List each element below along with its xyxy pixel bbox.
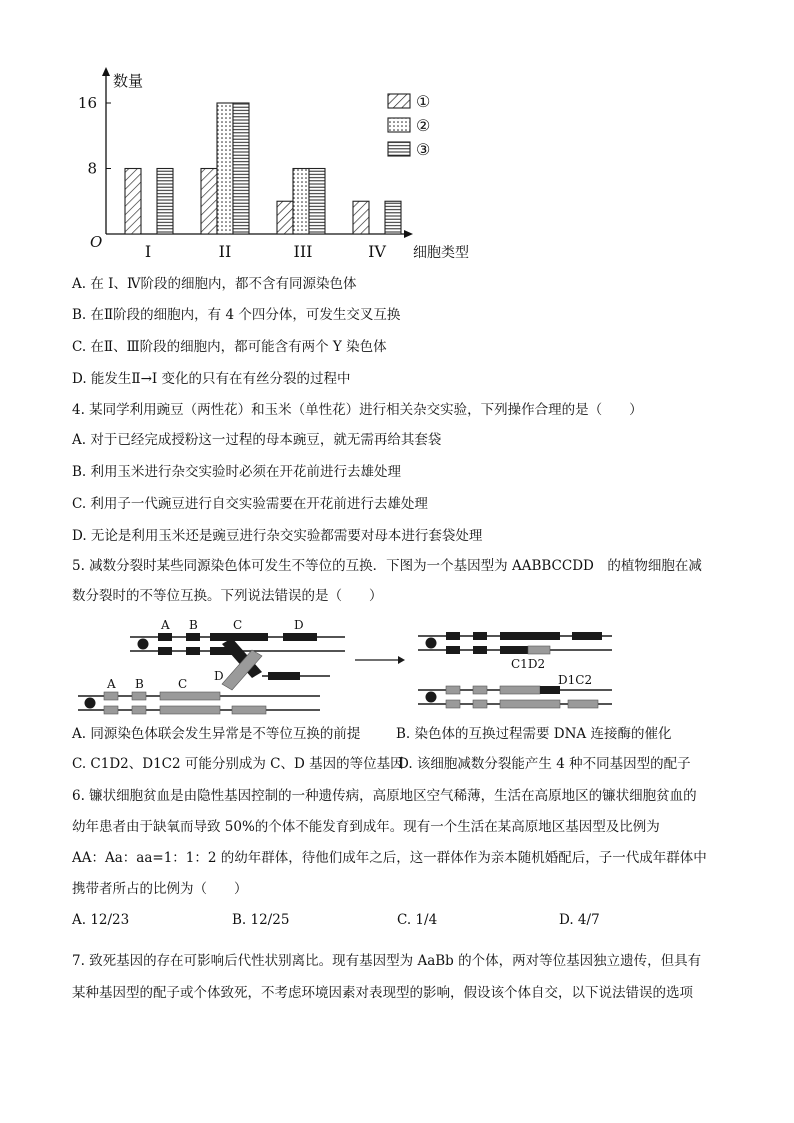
- q4-option-c: C. 利用子一代豌豆进行自交实验需要在开花前进行去雄处理: [72, 496, 428, 512]
- q6-option-d: D. 4/7: [559, 912, 600, 928]
- q5-stem-line1: 5. 减数分裂时某些同源染色体可发生不等位的互换．下图为一个基因型为 AABBCCDD 的植物细胞在减: [72, 558, 702, 574]
- legend-swatch-1: [388, 94, 410, 108]
- x-tick-label-II: II: [218, 242, 232, 261]
- gene-label-lower-d: D: [214, 669, 224, 683]
- bar-II-series-3: [233, 103, 249, 234]
- gene-label-upper-b: B: [189, 618, 198, 632]
- bar-II-series-1: [201, 169, 217, 235]
- legend-label-1: ①: [416, 92, 431, 111]
- q5-option-a: A. 同源染色体联会发生异常是不等位互换的前提: [72, 726, 361, 742]
- result-label-c1d2: C1D2: [511, 657, 546, 671]
- origin-label: O: [90, 233, 103, 251]
- gene-label-lower-c: C: [178, 677, 188, 691]
- left-lower-chromosome: [78, 692, 320, 714]
- bar-I-series-3: [157, 169, 173, 235]
- x-tick-label-I: I: [144, 242, 152, 261]
- q4-stem: 4. 某同学利用豌豆（两性花）和玉米（单性花）进行相关杂交实验，下列操作合理的是（ ）: [72, 402, 643, 418]
- gene-label-lower-b: B: [135, 677, 144, 691]
- gene-label-lower-a: A: [107, 677, 116, 691]
- q6-stem-line2: 幼年患者由于缺氧而导致 50%的个体不能发育到成年。现有一个生活在某高原地区基因型及比例为: [72, 819, 660, 835]
- bar-IV-series-3: [385, 201, 401, 234]
- bar-II-series-2: [217, 103, 233, 234]
- q3-option-d: D. 能发生Ⅱ→I 变化的只有在有丝分裂的过程中: [72, 371, 351, 387]
- gene-label-upper-c: C: [233, 618, 243, 632]
- q7-stem-line1: 7. 致死基因的存在可影响后代性状别离比。现有基因型为 AaBb 的个体，两对等位基因独立遗传，但具有: [72, 953, 702, 969]
- y-axis-label: 数量: [113, 72, 144, 90]
- q5-option-d: D. 该细胞减数分裂能产生 4 种不同基因型的配子: [398, 756, 691, 772]
- legend-label-3: ③: [416, 140, 431, 159]
- bar-III-series-1: [277, 201, 293, 234]
- bar-IV-series-1: [353, 201, 369, 234]
- q7-stem-line2: 某种基因型的配子或个体致死，不考虑环境因素对表现型的影响，假设该个体自交，以下说法错误的选项: [72, 985, 693, 1001]
- bar-I-series-1: [125, 169, 141, 235]
- arrow-icon: [355, 656, 405, 664]
- q4-option-a: A. 对于已经完成授粉这一过程的母本豌豆，就无需再给其套袋: [72, 432, 442, 448]
- q6-option-a: A. 12/23: [72, 912, 130, 928]
- q6-option-c: C. 1/4: [397, 912, 438, 928]
- bar-III-series-3: [309, 169, 325, 235]
- y-axis-arrow-icon: [102, 67, 110, 76]
- q6-option-b: B. 12/25: [232, 912, 290, 928]
- y-tick-label-8: 8: [87, 159, 97, 178]
- q3-option-a: A. 在 I、Ⅳ阶段的细胞内，都不含有同源染色体: [72, 276, 357, 292]
- crossover-diagram: [0, 610, 794, 720]
- x-tick-label-III: III: [293, 242, 313, 261]
- q5-option-c: C. C1D2、D1C2 可能分别成为 C、D 基因的等位基因: [72, 756, 404, 772]
- q3-option-b: B. 在Ⅱ阶段的细胞内，有 4 个四分体，可发生交叉互换: [72, 307, 401, 323]
- gene-label-upper-d: D: [294, 618, 304, 632]
- q5-stem-line2: 数分裂时的不等位互换。下列说法错误的是（ ）: [72, 588, 383, 604]
- cell-type-bar-chart: [0, 0, 794, 270]
- y-tick-label-16: 16: [77, 94, 97, 112]
- right-lower-chromosome: [418, 686, 612, 708]
- bar-III-series-2: [293, 169, 309, 235]
- q6-stem-line1: 6. 镰状细胞贫血是由隐性基因控制的一种遗传病，高原地区空气稀薄，生活在高原地区的镰状细胞贫血的: [72, 788, 697, 804]
- legend-swatch-3: [388, 142, 410, 156]
- q6-stem-line4: 携带者所占的比例为（ ）: [72, 881, 248, 897]
- legend-label-2: ②: [416, 116, 431, 135]
- left-crossing-strands: [222, 638, 330, 690]
- q4-option-b: B. 利用玉米进行杂交实验时必须在开花前进行去雄处理: [72, 464, 402, 480]
- result-label-d1c2: D1C2: [558, 673, 593, 687]
- q5-option-b: B. 染色体的互换过程需要 DNA 连接酶的催化: [396, 726, 672, 742]
- q3-option-c: C. 在Ⅱ、Ⅲ阶段的细胞内，都可能含有两个 Y 染色体: [72, 339, 387, 355]
- x-axis-arrow-icon: [404, 230, 413, 238]
- q6-stem-line3: AA：Aa：aa=1：1：2 的幼年群体，待他们成年之后，这一群体作为亲本随机婚配后，子一代成年群体中: [72, 850, 707, 866]
- x-tick-label-IV: IV: [368, 242, 386, 261]
- gene-label-upper-a: A: [161, 618, 170, 632]
- right-upper-chromosome: [418, 632, 612, 654]
- q4-option-d: D. 无论是利用玉米还是豌豆进行杂交实验都需要对母本进行套袋处理: [72, 528, 483, 544]
- x-axis-label: 细胞类型: [413, 245, 469, 261]
- legend-swatch-2: [388, 118, 410, 132]
